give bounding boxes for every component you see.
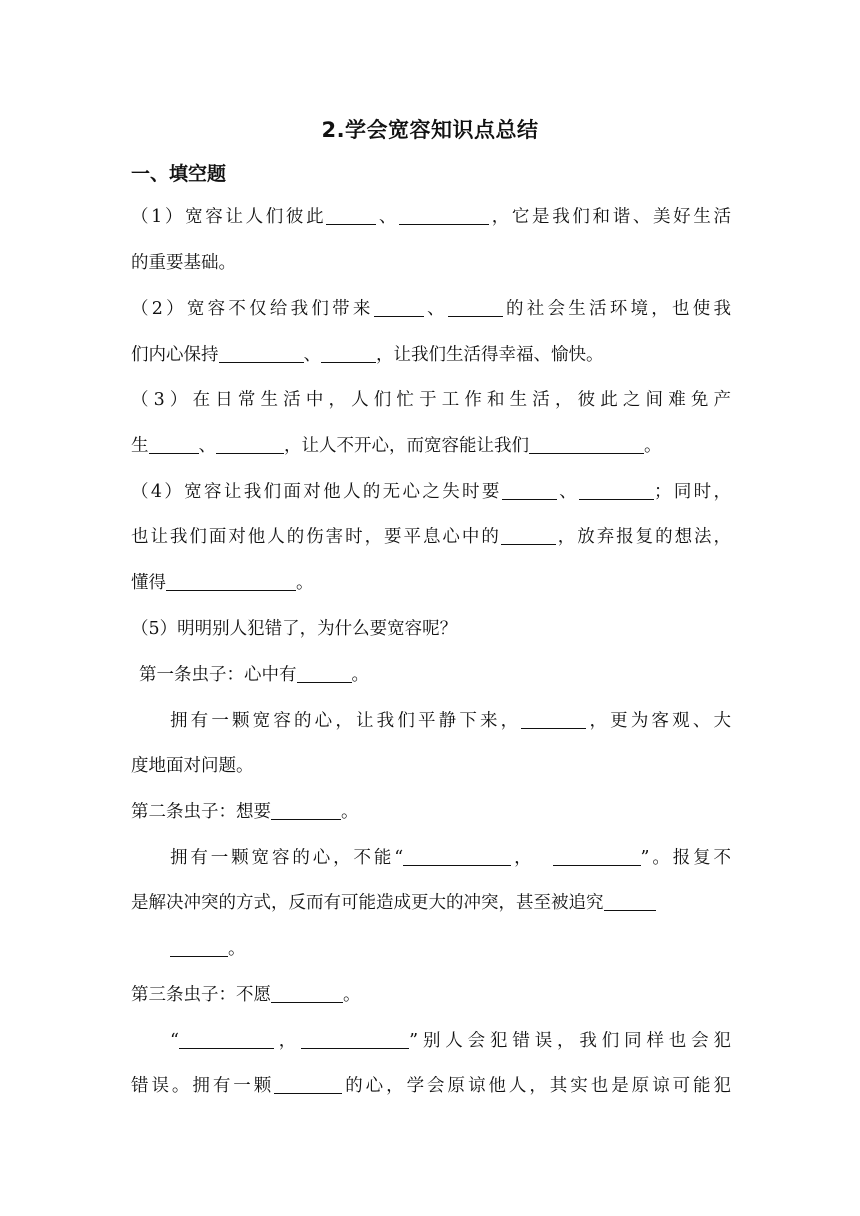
fill-blank[interactable] bbox=[170, 938, 228, 957]
bug-3-explain-line-2: 错误。拥有一颗 的心，学会原谅他人，其实也是原谅可能犯 bbox=[131, 1076, 732, 1096]
fill-blank[interactable] bbox=[326, 206, 376, 225]
fill-blank[interactable] bbox=[579, 481, 654, 500]
question-4-line-2: 也让我们面对他人的伤害时，要平息心中的 ，放弃报复的想法， bbox=[131, 527, 732, 547]
bug-2-line: 第二条虫子：想要 。 bbox=[131, 802, 359, 822]
fill-blank[interactable] bbox=[179, 1030, 274, 1049]
question-1-line-2: 的重要基础。 bbox=[131, 253, 236, 273]
question-1-line-1: （1）宽容让人们彼此 、 ，它是我们和谐、美好生活 bbox=[131, 207, 732, 227]
fill-blank[interactable] bbox=[219, 344, 304, 363]
fill-blank[interactable] bbox=[403, 847, 511, 866]
question-5-line: （5）明明别人犯错了，为什么要宽容呢？ bbox=[131, 619, 458, 639]
fill-blank[interactable] bbox=[604, 892, 656, 911]
fill-blank[interactable] bbox=[502, 481, 557, 500]
question-3-line-1: （3）在日常生活中，人们忙于工作和生活，彼此之间难免产 bbox=[131, 390, 731, 410]
question-3-line-2: 生 、 ，让人不开心，而宽容能让我们 。 bbox=[131, 436, 662, 456]
fill-blank[interactable] bbox=[501, 526, 556, 545]
fill-blank[interactable] bbox=[521, 710, 586, 729]
bug-3-line: 第三条虫子：不愿 。 bbox=[131, 985, 361, 1005]
fill-blank[interactable] bbox=[297, 664, 352, 683]
question-4-line-3: 懂得 。 bbox=[131, 573, 314, 593]
question-4-line-1: （4）宽容让我们面对他人的无心之失时要 、 ；同时， bbox=[131, 482, 732, 502]
question-2-line-2: 们内心保持 、 ，让我们生活得幸福、愉快。 bbox=[131, 345, 604, 365]
fill-blank[interactable] bbox=[149, 435, 199, 454]
fill-blank[interactable] bbox=[321, 344, 376, 363]
bug-2-explain-line-1: 拥有一颗宽容的心，不能“ ， ”。报复不 bbox=[170, 848, 731, 868]
bug-1-explain-line-2: 度地面对问题。 bbox=[131, 756, 254, 776]
fill-blank[interactable] bbox=[216, 435, 284, 454]
fill-blank[interactable] bbox=[374, 298, 424, 317]
fill-blank[interactable] bbox=[448, 298, 503, 317]
bug-1-explain-line-1: 拥有一颗宽容的心，让我们平静下来， ，更为客观、大 bbox=[170, 711, 732, 731]
fill-blank[interactable] bbox=[301, 1030, 409, 1049]
fill-blank[interactable] bbox=[399, 206, 489, 225]
fill-blank[interactable] bbox=[166, 572, 296, 591]
bug-1-line: 第一条虫子：心中有 。 bbox=[139, 665, 369, 685]
bug-3-explain-line-1: “ ， ”别人会犯错误，我们同样也会犯 bbox=[170, 1031, 731, 1051]
fill-blank[interactable] bbox=[553, 847, 641, 866]
fill-blank[interactable] bbox=[271, 984, 343, 1003]
page-title: 2.学会宽容知识点总结 bbox=[321, 118, 539, 142]
bug-2-explain-line-2: 是解决冲突的方式，反而有可能造成更大的冲突，甚至被追究 bbox=[131, 891, 731, 915]
section-heading: 一、填空题 bbox=[131, 163, 227, 185]
fill-blank[interactable] bbox=[271, 801, 341, 820]
question-2-line-1: （2）宽容不仅给我们带来 、 的社会生活环境，也使我 bbox=[131, 299, 732, 319]
bug-2-explain-line-3: 。 bbox=[170, 937, 246, 961]
fill-blank[interactable] bbox=[274, 1075, 342, 1094]
fill-blank[interactable] bbox=[529, 435, 644, 454]
